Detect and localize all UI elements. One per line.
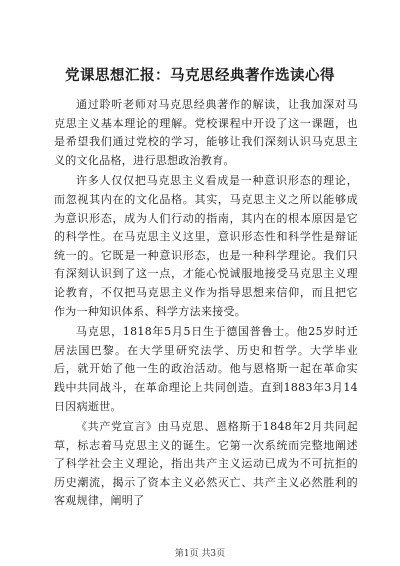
paragraph-intro: 通过聆听老师对马克思经典著作的解读，让我加深对马克思主义基本理论的理解。党校课程中开设了这一课题，也是希望我们通过党校的学习，能够让我们深刻认识马克思主义的文化品格，进行思想政治教育。 bbox=[54, 98, 358, 167]
paragraph-biography: 马克思，1818年5月5日生于德国普鲁士。他25岁时迁居法国巴黎。在大学里研究法学、历史和哲学。大学毕业后，就开始了他一生的政治活动。他与恩格斯一起在革命实践中共同战斗，在革命理论上共同创造。直到1883年3月14日因病逝世。 bbox=[54, 325, 358, 413]
document-body bbox=[54, 96, 358, 513]
paragraph-manifesto: 《共产党宣言》由马克思、恩格斯于1848年2月共同起草，标志着马克思主义的诞生。它第一次系统而完整地阐述了科学社会主义理论，指出共产主义运动已成为不可抗拒的历史潮流，揭示了资本主义必然灭亡、共产主义必然胜利的客观规律，阐明了 bbox=[54, 420, 358, 508]
paragraph-ideology: 许多人仅仅把马克思主义看成是一种意识形态的理论，而忽视其内在的文化品格。其实，马克思主义之所以能够成为意识形态，成为人们行动的指南，其内在的根本原因是它的科学性。在马克思主义这里，意识形态性和科学性是辩证统一的。它既是一种意识形态，也是一种科学理论。我们只有深刻认识到了这一点，才能心悦诚服地接受马克思主义理论教育，不仅把马克思主义作为指导思想来信仰，而且把它作为一种知识体系、科学方法来接受。 bbox=[54, 174, 358, 318]
document-title: 党课思想汇报：马克思经典著作选读心得 bbox=[65, 67, 335, 84]
page-number-footer: 第1页 共3页 bbox=[174, 549, 226, 559]
